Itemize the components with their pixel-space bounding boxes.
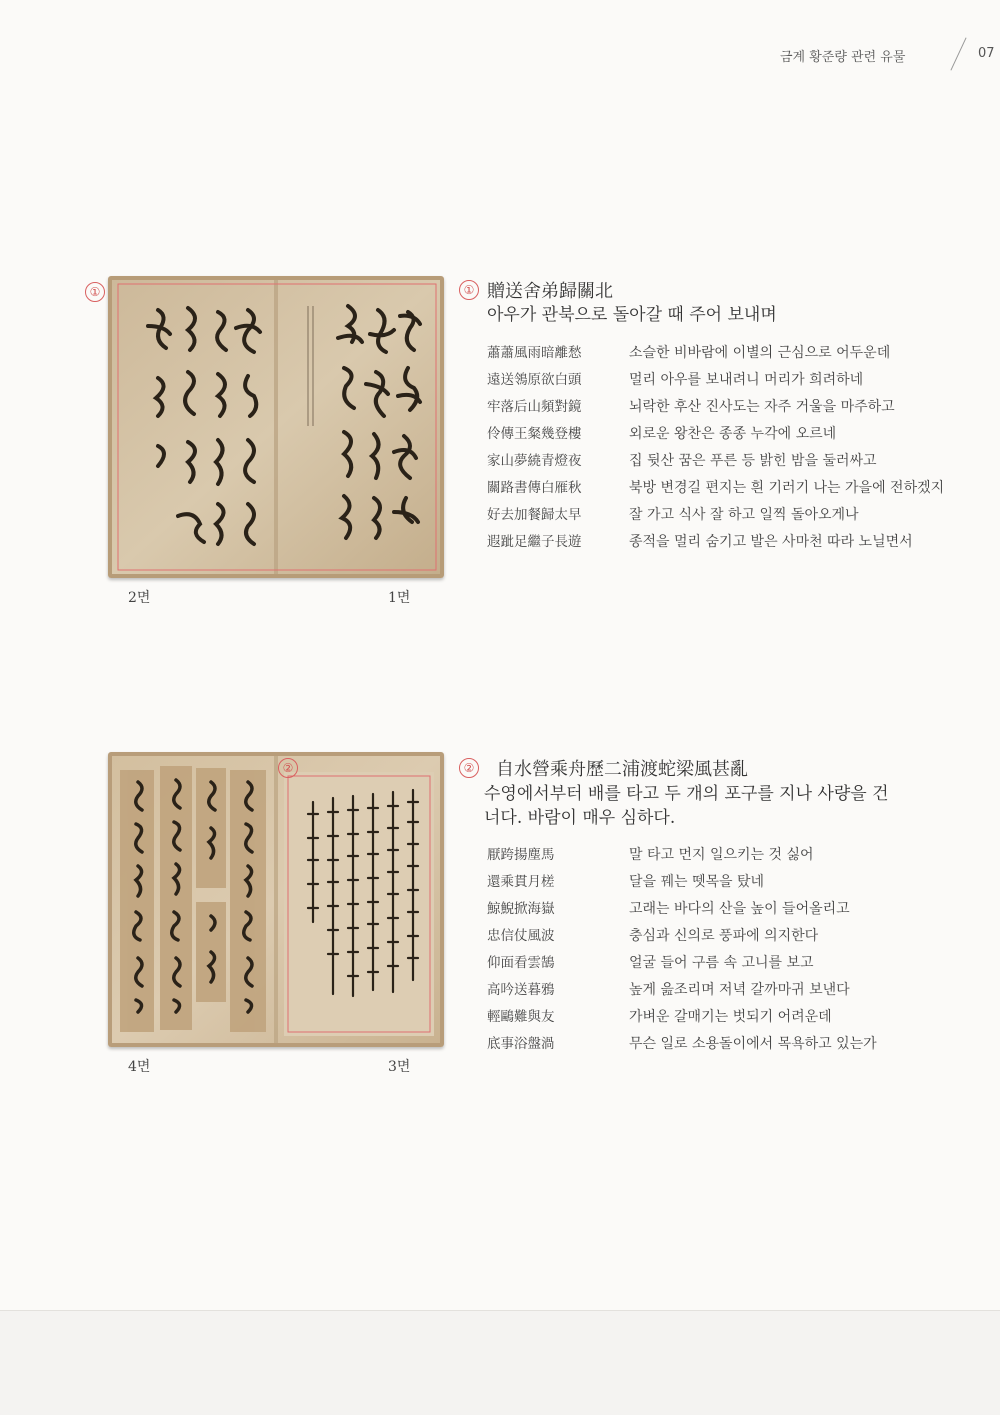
photo-marker-1: ① [85,282,105,302]
verse-korean: 가벼운 갈매기는 벗되기 어려운데 [629,1009,832,1025]
verse-list-chinese [487,842,555,1058]
poem-title-korean: 아우가 관북으로 돌아갈 때 주어 보내며 [487,305,777,325]
verse-korean: 말 타고 먼지 일으키는 것 싫어 [629,847,814,863]
running-head-title: 금계 황준량 관련 유물 [780,50,906,65]
page-bottom-edge [0,1310,1000,1415]
verse-chinese: 蕭蕭風雨暗離愁 [487,345,582,361]
verse-chinese: 牢落后山頻對鏡 [487,399,582,415]
poem-title-chinese: 贈送舍弟歸關北 [487,281,613,302]
text-marker-1: ① [459,280,479,300]
verse-korean: 충심과 신의로 풍파에 의지한다 [629,928,819,944]
verse-chinese: 還乘貫月槎 [487,874,555,890]
poem-title-chinese: 自水營乘舟歷二浦渡蛇梁風甚亂 [496,759,748,780]
verse-korean: 북방 변경길 편지는 흰 기러기 나는 가을에 전하겠지 [629,480,945,496]
page-number: 07 [978,46,995,61]
verse-list-chinese [487,340,582,556]
text-marker-2: ② [459,758,479,778]
verse-chinese: 高吟送暮鴉 [487,982,555,998]
verse-korean: 멀리 아우를 보내려니 머리가 희려하네 [629,372,864,388]
verse-chinese: 忠信仗風波 [487,928,555,944]
photo-caption-right: 1면 [388,590,411,606]
verse-korean: 달을 꿰는 뗏목을 탔네 [629,874,765,890]
calligraphy-photo-2 [108,752,444,1047]
photo-marker-2: ② [278,758,298,778]
verse-chinese: 家山夢繞青燈夜 [487,453,582,469]
verse-korean: 얼굴 들어 구름 속 고니를 보고 [629,955,814,971]
verse-korean: 무슨 일로 소용돌이에서 목욕하고 있는가 [629,1036,877,1052]
calligraphy-photo-1 [108,276,444,578]
verse-korean: 소슬한 비바람에 이별의 근심으로 어두운데 [629,345,891,361]
verse-korean: 집 뒷산 꿈은 푸른 등 밝힌 밤을 둘러싸고 [629,453,877,469]
verse-chinese: 厭跨揚塵馬 [487,847,555,863]
verse-chinese: 伶傳王粲幾登樓 [487,426,582,442]
poem-title-korean-line2: 너다. 바람이 매우 심하다. [484,808,676,828]
verse-chinese: 仰面看雲鵠 [487,955,555,971]
verse-chinese: 鯨鯢掀海嶽 [487,901,555,917]
verse-chinese: 底事浴盤渦 [487,1036,555,1052]
verse-chinese: 關路書傳白雁秋 [487,480,582,496]
photo-caption-right: 3면 [388,1059,411,1075]
verse-korean: 외로운 왕찬은 종종 누각에 오르네 [629,426,837,442]
running-head-divider [950,37,966,70]
verse-korean: 뇌락한 후산 진사도는 자주 거울을 마주하고 [629,399,895,415]
photo-caption-left: 4면 [128,1059,151,1075]
verse-list-korean [629,842,877,1058]
verse-list-korean [629,340,944,556]
verse-chinese: 遐跐足繼子長遊 [487,534,582,550]
poem-title-korean-line1: 수영에서부터 배를 타고 두 개의 포구를 지나 사량을 건 [484,784,889,804]
verse-chinese: 遠送鴒原欲白頭 [487,372,582,388]
verse-korean: 고래는 바다의 산을 높이 들어올리고 [629,901,850,917]
verse-chinese: 好去加餐歸太早 [487,507,582,523]
verse-chinese: 輕鷗難與友 [487,1009,555,1025]
verse-korean: 종적을 멀리 숨기고 발은 사마천 따라 노닐면서 [629,534,913,550]
photo-caption-left: 2면 [128,590,151,606]
verse-korean: 높게 읊조리며 저녁 갈까마귀 보낸다 [629,982,850,998]
verse-korean: 잘 가고 식사 잘 하고 일찍 돌아오게나 [629,507,859,523]
